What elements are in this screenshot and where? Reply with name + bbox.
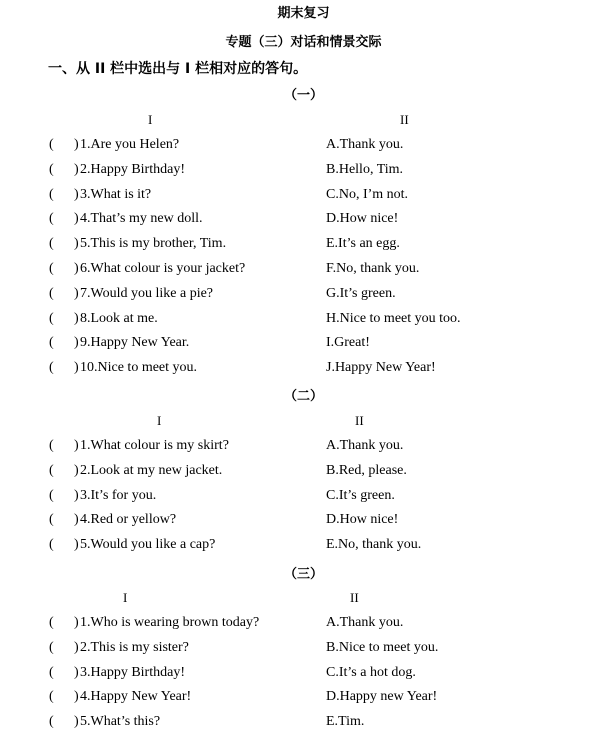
answer-blank-open: ( <box>49 161 54 177</box>
answer-text: G.It’s green. <box>326 285 396 301</box>
column-header-ii: II <box>400 112 409 127</box>
answer-blank-open: ( <box>49 261 54 276</box>
answer-blank-close: ) <box>74 236 79 252</box>
question-text: 4.Red or yellow? <box>80 512 177 528</box>
page-subtitle: 专题（三）对话和情景交际 <box>225 35 382 50</box>
question-text: 2.This is my sister? <box>80 639 189 655</box>
column-header-i: I <box>148 112 153 127</box>
answer-blank-close: ) <box>74 512 79 528</box>
question-text: 8.Look at me. <box>80 310 158 326</box>
answer-blank-open: ( <box>49 689 54 705</box>
question-text: 6.What colour is your jacket? <box>80 261 246 276</box>
question-text: 1.What colour is my skirt? <box>80 438 229 453</box>
matching-row <box>0 438 607 458</box>
matching-row <box>0 335 607 355</box>
answer-blank-close: ) <box>74 438 79 453</box>
matching-row <box>0 162 607 182</box>
answer-blank-open: ( <box>49 438 54 453</box>
answer-blank-open: ( <box>49 615 54 630</box>
answer-blank-close: ) <box>74 137 79 152</box>
matching-row <box>0 236 607 256</box>
matching-row <box>0 463 607 483</box>
column-header-i: I <box>157 413 162 428</box>
section-label: （三） <box>283 567 323 582</box>
answer-blank-close: ) <box>74 714 79 730</box>
answer-blank-close: ) <box>74 487 79 503</box>
answer-text: A.Thank you. <box>326 438 404 453</box>
answer-text: A.Thank you. <box>326 615 404 630</box>
answer-text: C.No, I’m not. <box>326 186 409 202</box>
answer-blank-open: ( <box>49 462 54 478</box>
matching-row <box>0 261 607 281</box>
section-label: （一） <box>283 88 323 103</box>
answer-blank-close: ) <box>74 689 79 705</box>
question-text: 4.Happy New Year! <box>80 689 192 705</box>
answer-blank-close: ) <box>74 664 79 680</box>
page-title: 期末复习 <box>277 6 330 21</box>
matching-row <box>0 311 607 331</box>
answer-blank-close: ) <box>74 639 79 655</box>
answer-text: C.It’s a hot dog. <box>326 664 416 680</box>
answer-blank-close: ) <box>74 261 79 276</box>
answer-text: I.Great! <box>326 335 370 351</box>
answer-text: B.Red, please. <box>326 462 407 478</box>
question-text: 5.Would you like a cap? <box>80 537 216 553</box>
matching-row <box>0 360 607 380</box>
answer-text: A.Thank you. <box>326 137 404 152</box>
question-text: 1.Are you Helen? <box>80 137 180 152</box>
answer-blank-close: ) <box>74 537 79 553</box>
answer-blank-open: ( <box>49 639 54 655</box>
answer-blank-open: ( <box>49 360 54 376</box>
answer-blank-open: ( <box>49 512 54 528</box>
answer-text: E.No, thank you. <box>326 537 422 553</box>
question-text: 1.Who is wearing brown today? <box>80 615 260 630</box>
matching-row <box>0 187 607 207</box>
answer-text: E.It’s an egg. <box>326 236 400 252</box>
answer-text: F.No, thank you. <box>326 261 420 276</box>
answer-text: E.Tim. <box>326 714 365 730</box>
section-label: （二） <box>283 389 323 404</box>
answer-blank-close: ) <box>74 360 79 376</box>
question-text: 5.This is my brother, Tim. <box>80 236 227 252</box>
question-text: 5.What’s this? <box>80 714 161 730</box>
answer-blank-open: ( <box>49 186 54 202</box>
answer-blank-open: ( <box>49 335 54 351</box>
answer-blank-open: ( <box>49 236 54 252</box>
question-text: 10.Nice to meet you. <box>80 360 198 376</box>
matching-row <box>0 488 607 508</box>
question-text: 2.Happy Birthday! <box>80 161 185 177</box>
question-text: 3.Happy Birthday! <box>80 664 185 680</box>
matching-row <box>0 537 607 557</box>
answer-text: H.Nice to meet you too. <box>326 310 461 326</box>
answer-blank-open: ( <box>49 664 54 680</box>
answer-text: D.How nice! <box>326 512 399 528</box>
answer-blank-open: ( <box>49 211 54 227</box>
answer-blank-open: ( <box>49 137 54 152</box>
column-header-ii: II <box>355 413 364 428</box>
matching-row <box>0 286 607 306</box>
answer-blank-close: ) <box>74 615 79 630</box>
question-text: 2.Look at my new jacket. <box>80 462 223 478</box>
column-header-ii: II <box>350 590 359 605</box>
matching-row <box>0 512 607 532</box>
column-header-i: I <box>123 590 128 605</box>
matching-row <box>0 714 607 734</box>
answer-blank-open: ( <box>49 714 54 730</box>
answer-blank-open: ( <box>49 537 54 553</box>
question-text: 3.What is it? <box>80 186 152 202</box>
answer-blank-close: ) <box>74 285 79 301</box>
matching-row <box>0 137 607 157</box>
answer-blank-close: ) <box>74 161 79 177</box>
matching-row <box>0 615 607 635</box>
matching-row <box>0 665 607 685</box>
question-text: 3.It’s for you. <box>80 487 157 503</box>
answer-blank-close: ) <box>74 310 79 326</box>
matching-row <box>0 640 607 660</box>
answer-text: D.How nice! <box>326 211 399 227</box>
answer-blank-open: ( <box>49 310 54 326</box>
answer-text: B.Hello, Tim. <box>326 161 404 177</box>
answer-text: B.Nice to meet you. <box>326 639 439 655</box>
matching-row <box>0 211 607 231</box>
answer-text: J.Happy New Year! <box>326 360 436 376</box>
answer-blank-open: ( <box>49 487 54 503</box>
question-text: 4.That’s my new doll. <box>80 211 203 227</box>
answer-text: D.Happy new Year! <box>326 689 438 705</box>
answer-text: C.It’s green. <box>326 487 395 503</box>
matching-row <box>0 689 607 709</box>
instruction-heading: 一、从 II 栏中选出与 I 栏相对应的答句。 <box>48 61 308 77</box>
answer-blank-close: ) <box>74 462 79 478</box>
answer-blank-close: ) <box>74 335 79 351</box>
question-text: 9.Happy New Year. <box>80 335 190 351</box>
answer-blank-close: ) <box>74 186 79 202</box>
question-text: 7.Would you like a pie? <box>80 285 214 301</box>
answer-blank-open: ( <box>49 285 54 301</box>
answer-blank-close: ) <box>74 211 79 227</box>
